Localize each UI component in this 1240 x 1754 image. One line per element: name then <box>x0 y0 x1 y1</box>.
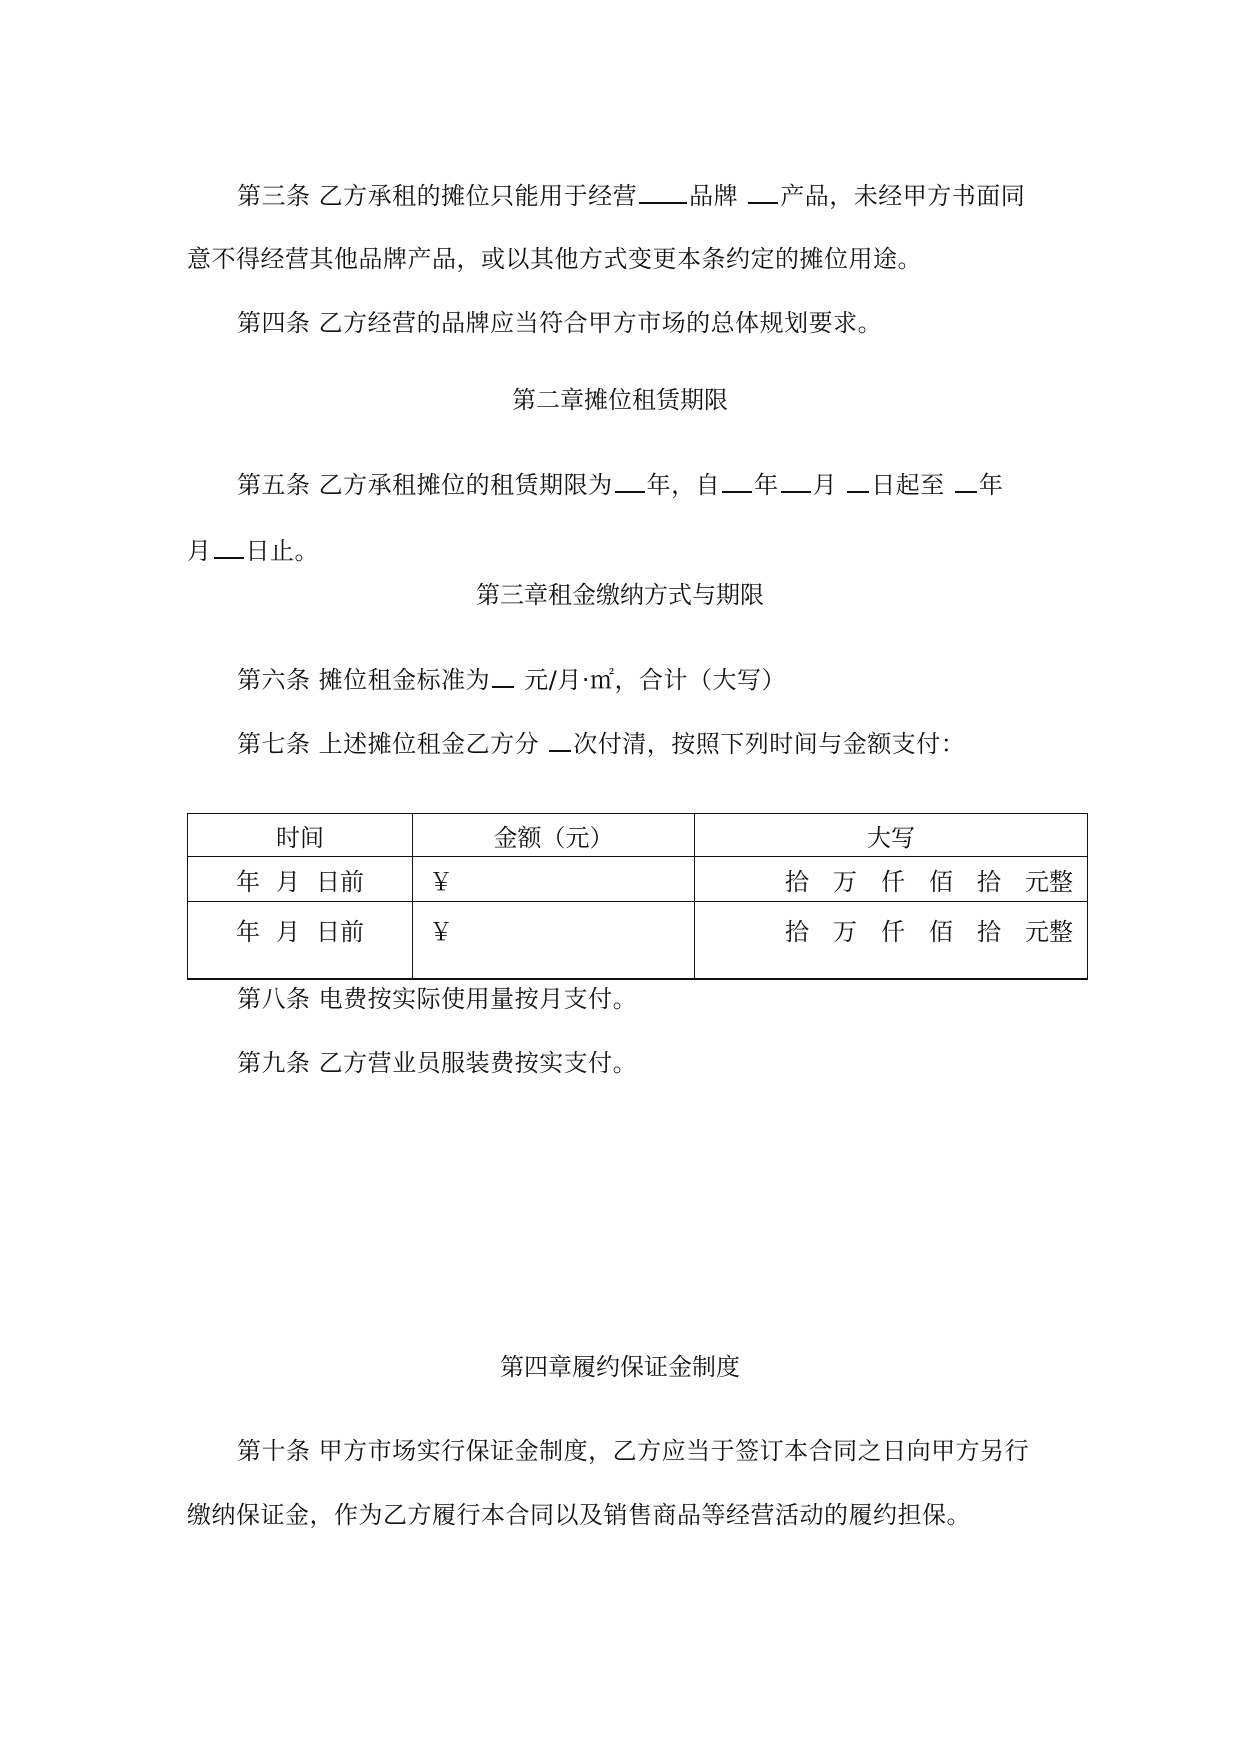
article-7-label: 第七条 <box>237 730 311 758</box>
unit-label: 佰 <box>929 918 953 946</box>
unit-label: 佰 <box>929 867 953 896</box>
article-5-cont-a: 月 <box>187 537 212 565</box>
unit-label: 元整 <box>1025 867 1073 896</box>
day-before-label: 日前 <box>316 918 364 946</box>
article-5-text-b: 年，自 <box>646 471 721 499</box>
article-4-label: 第四条 <box>237 309 311 337</box>
unit-label: 拾 <box>785 918 809 946</box>
article-5-text-c: 年 <box>754 471 779 499</box>
unit-label: 拾 <box>977 867 1001 896</box>
table-header-row <box>188 814 1088 857</box>
blank-field <box>639 180 687 204</box>
article-8-text: 电费按实际使用量按月支付。 <box>318 985 638 1013</box>
year-label: 年 <box>236 867 260 896</box>
article-9-label: 第九条 <box>237 1049 311 1077</box>
article-6-label: 第六条 <box>237 666 311 694</box>
article-10-line-1 <box>237 1436 1029 1466</box>
article-4 <box>237 308 882 338</box>
unit-label: 元整 <box>1025 918 1073 946</box>
article-3-text-a: 乙方承租的摊位只能用于经营 <box>318 182 638 210</box>
blank-field <box>847 469 869 493</box>
article-3-line-2: 意不得经营其他品牌产品，或以其他方式变更本条约定的摊位用途。 <box>187 245 922 273</box>
chapter-4-heading: 第四章履约保证金制度 <box>500 1353 740 1381</box>
blank-field <box>722 469 752 493</box>
article-4-text: 乙方经营的品牌应当符合甲方市场的总体规划要求。 <box>318 309 883 337</box>
header-capital: 大写 <box>695 814 1088 857</box>
header-time: 时间 <box>188 814 413 857</box>
month-label: 月 <box>276 918 300 946</box>
article-7-text-b: 次付清，按照下列时间与金额支付： <box>573 730 966 758</box>
header-amount: 金额（元） <box>413 814 695 857</box>
blank-field <box>214 535 244 559</box>
article-5-cont-b: 日止。 <box>245 537 319 565</box>
article-5-text-d: 月 <box>812 471 838 499</box>
blank-field <box>955 469 977 493</box>
article-10-text: 甲方市场实行保证金制度，乙方应当于签订本合同之日向甲方另行 <box>318 1437 1030 1465</box>
blank-field <box>781 469 811 493</box>
chapter-3-heading: 第三章租金缴纳方式与期限 <box>476 581 764 609</box>
article-5-line-1 <box>237 469 1003 500</box>
payment-schedule-table <box>187 813 1088 980</box>
amount-cell[interactable]: ￥ <box>413 902 695 980</box>
table-row <box>188 857 1088 902</box>
article-5-label: 第五条 <box>237 471 311 499</box>
unit-label: 仟 <box>881 867 905 896</box>
article-6-text-b: 元/月·㎡，合计（大写） <box>524 666 786 694</box>
unit-label: 仟 <box>881 918 905 946</box>
time-cell[interactable] <box>188 857 413 902</box>
month-label: 月 <box>276 867 300 896</box>
capital-cell[interactable] <box>695 902 1088 980</box>
chapter-2-heading: 第二章摊位租赁期限 <box>512 386 728 414</box>
article-3-text-c: 产品，未经甲方书面同 <box>780 182 1026 210</box>
article-5-text-a: 乙方承租摊位的租赁期限为 <box>318 471 613 499</box>
article-5-text-f: 年 <box>978 471 1004 499</box>
amount-cell[interactable]: ￥ <box>413 857 695 902</box>
day-before-label: 日前 <box>316 867 364 896</box>
article-5-line-2 <box>187 535 319 566</box>
article-7-text-a: 上述摊位租金乙方分 <box>318 730 540 758</box>
unit-label: 万 <box>833 918 857 946</box>
article-5-text-e: 日起至 <box>871 471 945 499</box>
table-row <box>188 902 1088 980</box>
blank-field <box>748 180 778 204</box>
article-3-label: 第三条 <box>237 182 311 210</box>
article-10-label: 第十条 <box>237 1437 311 1465</box>
blank-field <box>615 469 645 493</box>
article-9 <box>237 1048 637 1078</box>
blank-field <box>492 664 514 688</box>
unit-label: 万 <box>833 867 857 896</box>
blank-field <box>549 728 571 752</box>
article-6-text-a: 摊位租金标准为 <box>318 666 491 694</box>
article-8 <box>237 984 637 1014</box>
unit-label: 拾 <box>785 867 809 896</box>
article-3-text-b: 品牌 <box>689 182 739 210</box>
capital-cell[interactable] <box>695 857 1088 902</box>
unit-label: 拾 <box>977 918 1001 946</box>
article-9-text: 乙方营业员服装费按实支付。 <box>318 1049 638 1077</box>
article-10-line-2: 缴纳保证金，作为乙方履行本合同以及销售商品等经营活动的履约担保。 <box>187 1501 971 1529</box>
time-cell[interactable] <box>188 902 413 980</box>
article-8-label: 第八条 <box>237 985 311 1013</box>
article-7 <box>237 728 965 759</box>
year-label: 年 <box>236 918 260 946</box>
article-3-line-1 <box>237 180 1025 211</box>
article-6 <box>237 664 786 695</box>
